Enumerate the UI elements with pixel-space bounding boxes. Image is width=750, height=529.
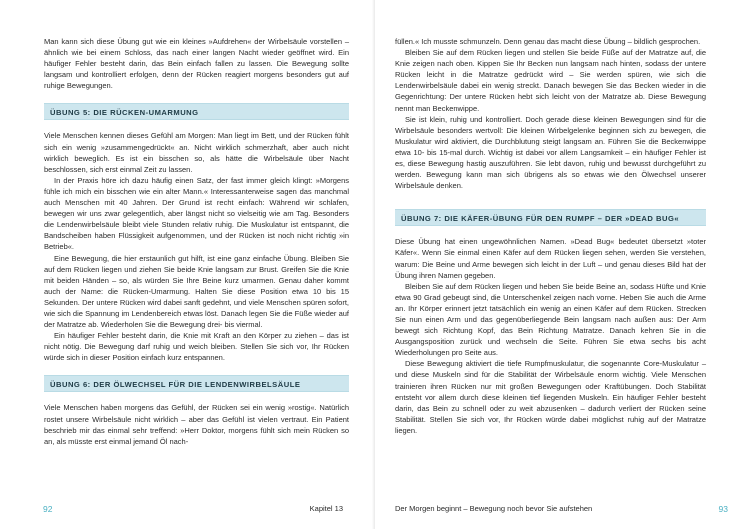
chapter-label: Kapitel 13 — [309, 504, 343, 513]
right-text-column — [395, 36, 706, 436]
paragraph: Bleiben Sie auf dem Rücken liegen und stellen Sie beide Füße auf der Matratze auf, die Knie zeigen nach oben. Kippen Sie Ihr Becken nun langsam nach hinten, sodass der untere Rücken leicht in die Matratze gedrückt wird – Sie werden spüren, wie sich die Lendenwirbelsäule dabei ein wenig streckt. Danach bewegen Sie das Becken wieder in die Gegenrichtung: Der untere Rücken hebt sich leicht von der Matratze ab. Diese Bewegung nennt man Beckenwippe. — [395, 48, 706, 113]
right-page — [375, 0, 750, 529]
paragraph: Eine Bewegung, die hier erstaunlich gut hilft, ist eine ganz einfache Übung. Bleiben Sie auf dem Rücken liegen und ziehen Sie beide Knie langsam zur Brust. Greifen Sie die Knie mit beiden Händen – so, als würden Sie Ihre Beine kurz umarmen. Genau daher kommt auch der Name: die Rücken-Umarmung. Halten Sie diese Position etwa 10 bis 15 Sekunden. Der untere Rücken wird dabei sanft gedehnt, und viele Menschen spüren sofort, wie sich die Spannung im Lendenbereich etwas löst. Danach legen Sie die Füße wieder auf der Matratze ab. Wiederholen Sie die Bewegung drei- bis viermal. — [44, 253, 349, 330]
paragraph: Diese Bewegung aktiviert die tiefe Rumpfmuskulatur, die sogenannte Core-Muskulatur – und diese Muskeln sind für die Stabilität der Wirbelsäule enorm wichtig. Viele Menschen trainieren ihren Rücken nur mit großen Bewegungen oder Kraftübungen. Doch Stabilität entsteht vor allem durch diese kleinen tief liegenden Muskeln. Ein häufiger Fehler besteht darin, das Bein zu schnell oder zu weit abzusenken – dadurch verliert der Rücken seine Stabilität. Stellen Sie sich vor, Ihr Rücken würde dabei möglichst ruhig auf der Matratze liegen. — [395, 359, 706, 435]
left-text-column — [44, 36, 349, 447]
paragraph: füllen.« Ich musste schmunzeln. Denn genau das macht diese Übung – bildlich gesprochen. — [395, 37, 701, 46]
paragraph: Viele Menschen kennen dieses Gefühl am Morgen: Man liegt im Bett, und der Rücken fühlt sich ein wenig »zusammengedrückt« an. Nicht wirklich schmerzhaft, aber auch nicht wirklich beweglich. Es ist ein bisschen so, als hätte die Wirbelsäule über Nacht beschlossen, sich erst einmal Zeit zu lassen. — [44, 131, 349, 174]
paragraph: Diese Übung hat einen ungewöhnlichen Namen. »Dead Bug« bedeutet übersetzt »toter Käfer«. Wenn Sie einmal einen Käfer auf dem Rücken liegen sehen, werden Sie verstehen, warum: Die Beine und Arme bewegen sich leicht in der Luft – und genau dieses Bild hat der Übung ihren Namen gegeben. — [395, 237, 706, 280]
paragraph: Man kann sich diese Übung gut wie ein kleines »Aufdrehen« der Wirbelsäule vorstellen – ähnlich wie bei einem Schloss, das nach einer langen Nacht wieder geöffnet wird. Ein häufiger Fehler besteht darin, das Bein einfach fallen zu lassen. Die Bewegung sollte langsam und kontrolliert erfolgen, denn der Rücken reagiert morgens besonders gut auf ruhige Bewegungen. — [44, 37, 349, 91]
running-head: Der Morgen beginnt – Bewegung noch bevor Sie aufstehen — [395, 504, 593, 513]
section-heading-uebung-5: ÜBUNG 5: DIE RÜCKEN-UMARMUNG — [44, 103, 349, 120]
paragraph: Sie ist klein, ruhig und kontrolliert. Doch gerade diese kleinen Bewegungen sind für die Wirbelsäule besonders wertvoll: Die kleinen Wirbelgelenke beginnen sich zu bewegen, die Muskulatur wird aktiviert, die Durchblutung steigt langsam an. Führen Sie die Beckenwippe etwa 10- bis 15-mal durch. Wichtig ist dabei vor allem Langsamkeit – ein häufiger Fehler ist es, diese Bewegung hastig auszuführen. Sie lebt davon, ruhig und bewusst durchgeführt zu werden. Bewegung kann man sich übrigens als so etwas wie den Ölwechsel unserer Wirbelsäule denken. — [395, 114, 706, 191]
paragraph: Bleiben Sie auf dem Rücken liegen und heben Sie beide Beine an, sodass Hüfte und Knie etwa 90 Grad gebeugt sind, die Unterschenkel zeigen nach vorne. Heben Sie auch die Arme an. Ihr Körper erinnert jetzt tatsächlich ein wenig an einen Käfer auf dem Rücken. Strecken Sie nun einen Arm und das gegenüberliegende Bein langsam nach außen aus: Der Arm bewegt sich Richtung Kopf, das Bein Richtung Matratze. Danach kehren Sie in die Ausgangsposition zurück und wechseln die Seite. Führen Sie etwa sechs bis acht Wiederholungen pro Seite aus. — [395, 281, 706, 358]
section-heading-uebung-7: ÜBUNG 7: DIE KÄFER-ÜBUNG FÜR DEN RUMPF – DER »DEAD BUG« — [395, 209, 706, 226]
paragraph: In der Praxis höre ich dazu häufig einen Satz, der fast immer gleich klingt: »Morgens fühle ich mich ein bisschen wie ein alter Mann.« Interessanterweise sagen das manchmal auch Menschen mit 40 Jahren. Der Grund ist recht einfach: Während wir schlafen, bewegen wir uns zwar gelegentlich, aber längst nicht so vielseitig wie am Tag. Besonders die Lendenwirbelsäule bleibt viele Stunden relativ ruhig. Die Muskulatur ist entspannt, die Bandscheiben haben Flüssigkeit aufgenommen, und der Rücken ist noch nicht richtig »in Betrieb«. — [44, 175, 349, 252]
page-number-right: 93 — [718, 504, 728, 514]
page-number-left: 92 — [43, 504, 53, 514]
paragraph: Ein häufiger Fehler besteht darin, die Knie mit Kraft an den Körper zu ziehen – das ist nicht nötig. Die Bewegung darf ruhig und weich bleiben. Stellen Sie sich vor, Ihr Rücken würde sich in dieser Position einfach kurz entspannen. — [44, 331, 349, 363]
section-heading-uebung-6: ÜBUNG 6: DER ÖLWECHSEL FÜR DIE LENDENWIRBELSÄULE — [44, 375, 349, 392]
paragraph: Viele Menschen haben morgens das Gefühl, der Rücken sei ein wenig »rostig«. Natürlich rostet unsere Wirbelsäule nicht wirklich – aber das Gefühl ist vielen vertraut. Ein Patient beschrieb mir das einmal sehr treffend: »Herr Doktor, morgens fühlt sich mein Rücken so an, als müsste erst einmal jemand Öl nach- — [44, 403, 349, 446]
